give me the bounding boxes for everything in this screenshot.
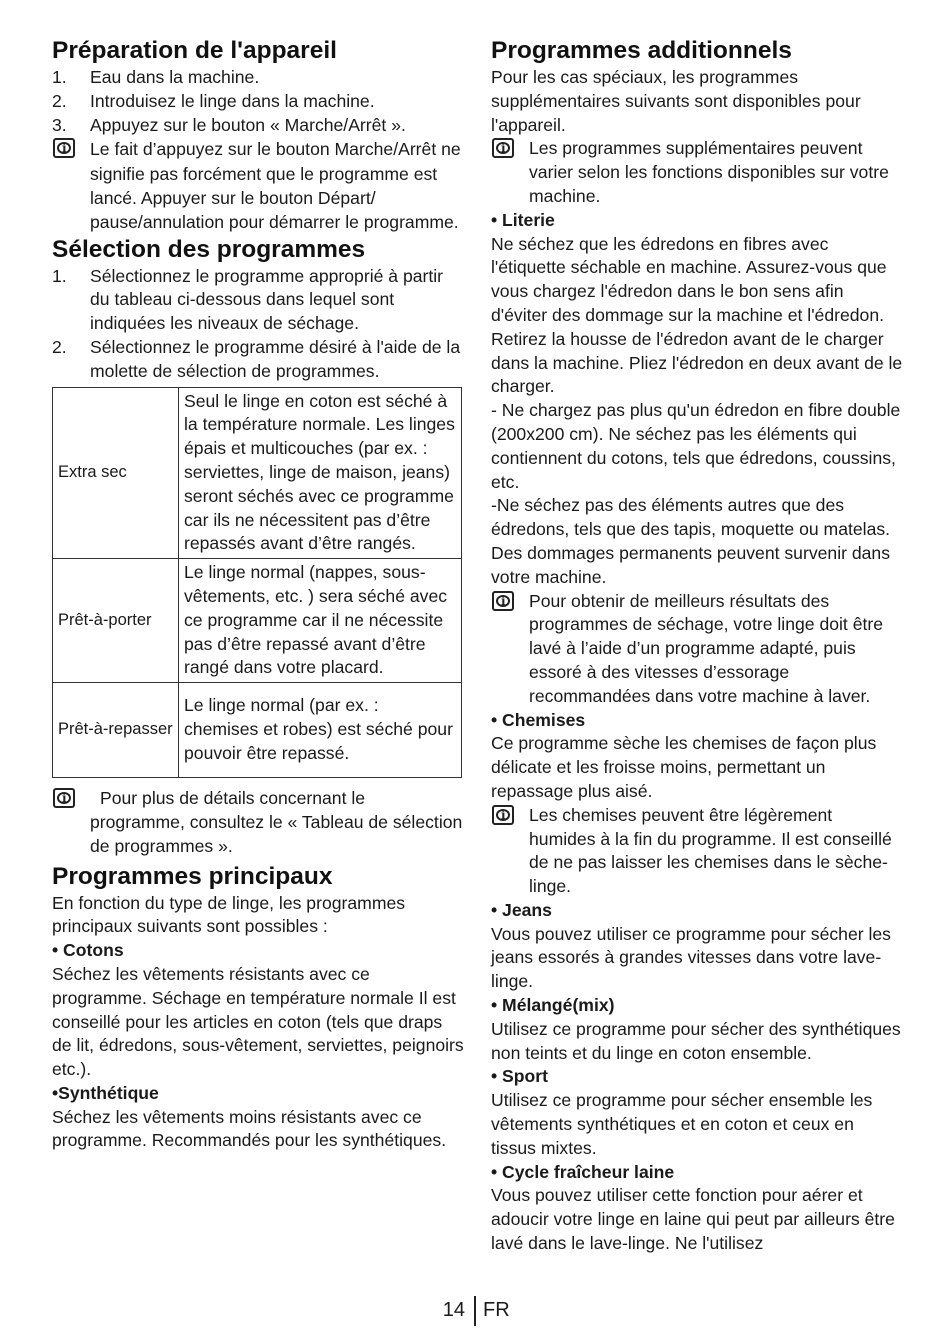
table-cell-name: Prêt-à-repasser [53, 683, 179, 778]
heading-additionnels: Programmes additionnels [491, 37, 792, 64]
list-item [52, 66, 464, 90]
note-text: Pour obtenir de meilleurs résultats des programmes de séchage, votre linge doit être lavé à l’aide d’un programme adapté, puis essoré à des vitesses d’essorage recommandées dans votre machine à laver. [529, 590, 884, 706]
page-footer [0, 1296, 950, 1328]
paragraph: Séchez les vêtements moins résistants avec ce programme. Recommandés pour les synthétiques. [52, 1106, 447, 1151]
paragraph: -Ne séchez pas des éléments autres que des édredons, tels que des tapis, moquette ou matelas. Des dommages permanents peuvent survenir dans votre machine. [491, 495, 891, 587]
heading-principaux: Programmes principaux [52, 862, 333, 890]
preparation-steps [52, 66, 464, 137]
list-item [52, 114, 464, 138]
step-text: Sélectionnez le programme désiré à l'aide de la molette de sélection de programmes. [90, 336, 461, 381]
subheading-laine: • Cycle fraîcheur laine [491, 1161, 675, 1182]
step-text: Introduisez le linge dans la machine. [90, 90, 375, 111]
subheading-cotons: • Cotons [52, 940, 124, 961]
info-note [491, 137, 903, 208]
table-row [53, 559, 462, 683]
list-item [52, 90, 464, 114]
step-number: 1. [52, 265, 67, 286]
list-item [52, 265, 464, 336]
step-text: Eau dans la machine. [90, 67, 260, 87]
table-cell-name: Prêt-à-porter [53, 559, 179, 683]
info-note-selection [52, 787, 464, 858]
table-row [53, 683, 462, 778]
heading-selection: Sélection des programmes [52, 235, 366, 263]
table-row [53, 387, 462, 559]
paragraph: Ne séchez que les édredons en fibres avec l'étiquette séchable en machine. Assurez-vous que vous chargez l'édredon dans le bon sens afin d'éviter des dommage sur la machine et l'édredon. Retirez la housse de l'édredon avant de le charger dans la machine. Pliez l'édredon en deux avant de le charger. [491, 233, 903, 397]
info-icon [492, 138, 514, 158]
left-column [52, 36, 464, 1153]
drying-level-table [52, 387, 462, 779]
heading-preparation: Préparation de l'appareil [52, 37, 337, 64]
info-note [491, 590, 903, 709]
paragraph: Vous pouvez utiliser ce programme pour sécher les jeans essorés à grandes vitesses dans votre lave-linge. [491, 923, 891, 992]
paragraph: Utilisez ce programme pour sécher ensemble les vêtements synthétiques et en coton et ceux en tissus mixtes. [491, 1090, 873, 1158]
step-text: Appuyez sur le bouton « Marche/Arrêt ». [90, 114, 406, 135]
table-cell-desc: Seul le linge en coton est séché à la température normale. Les linges épais et multicouches (par ex. : serviettes, linge de maison, jeans) seront séchés avec ce programme car ils ne nécessitent pas d’être repassés avant d’être rangés. [179, 387, 462, 559]
note-text: Pour plus de détails concernant le programme, consultez le « Tableau de sélection de programmes ». [90, 788, 463, 856]
subheading-jeans: • Jeans [491, 899, 552, 920]
step-number: 3. [52, 114, 67, 135]
note-text: Les programmes supplémentaires peuvent varier selon les fonctions disponibles sur votre machine. [529, 138, 889, 206]
paragraph: Utilisez ce programme pour sécher des synthétiques non teints et du linge en coton ensemble. [491, 1018, 901, 1063]
list-item [52, 336, 464, 384]
subheading-chemises: • Chemises [491, 709, 586, 730]
note-text: Les chemises peuvent être légèrement humides à la fin du programme. Il est conseillé de ne pas laisser les chemises dans le sèche-linge. [529, 804, 892, 897]
info-note-preparation [52, 137, 464, 234]
info-icon [492, 805, 514, 825]
subheading-synthetique: •Synthétique [52, 1082, 159, 1103]
page-number: 14 [442, 1299, 465, 1321]
step-number: 2. [52, 336, 67, 357]
paragraph: - Ne chargez pas plus qu'un édredon en fibre double (200x200 cm). Ne séchez pas les éléments qui contiennent du cotons, tels que édredons, coussins, etc. [491, 400, 901, 492]
language-code: FR [483, 1299, 510, 1321]
subheading-melange: • Mélangé(mix) [491, 995, 615, 1016]
info-icon [53, 138, 75, 158]
paragraph: En fonction du type de linge, les programmes principaux suivants sont possibles : [52, 892, 406, 937]
footer-divider [474, 1296, 476, 1326]
table-cell-desc: Le linge normal (par ex. : chemises et robes) est séché pour pouvoir être repassé. [179, 683, 462, 778]
paragraph: Séchez les vêtements résistants avec ce programme. Séchage en température normale Il est conseillé pour les articles en coton (tels que draps de lit, édredons, sous-vêtement, serviettes, peignoirs etc.). [52, 963, 464, 1080]
step-number: 2. [52, 90, 67, 111]
info-note [491, 804, 903, 899]
selection-steps [52, 265, 464, 384]
step-number: 1. [52, 67, 67, 87]
table-cell-desc: Le linge normal (nappes, sous-vêtements, etc. ) sera séché avec ce programme car il ne nécessite pas d’être repassé avant d’être rangé dans votre placard. [179, 559, 462, 683]
paragraph: Pour les cas spéciaux, les programmes supplémentaires suivants sont disponibles pour l'appareil. [491, 67, 861, 135]
subheading-literie: • Literie [491, 209, 555, 230]
info-icon [53, 788, 75, 808]
right-column [491, 36, 903, 1256]
table-cell-name: Extra sec [53, 387, 179, 559]
subheading-sport: • Sport [491, 1066, 548, 1087]
step-text: Sélectionnez le programme approprié à partir du tableau ci-dessous dans lequel sont indiquées les niveaux de séchage. [90, 265, 444, 334]
paragraph: Ce programme sèche les chemises de façon plus délicate et les froisse moins, permettant un repassage plus aisé. [491, 733, 877, 801]
info-icon [492, 591, 514, 611]
note-text: Le fait d’appuyez sur le bouton Marche/Arrêt ne signifie pas forcément que le programme est lancé. Appuyer sur le bouton Départ/ pause/annulation pour démarrer le programme. [90, 139, 461, 233]
paragraph: Vous pouvez utiliser cette fonction pour aérer et adoucir votre linge en laine qui peut par ailleurs être lavé dans le lave-linge. Ne l'utilisez [491, 1185, 895, 1254]
